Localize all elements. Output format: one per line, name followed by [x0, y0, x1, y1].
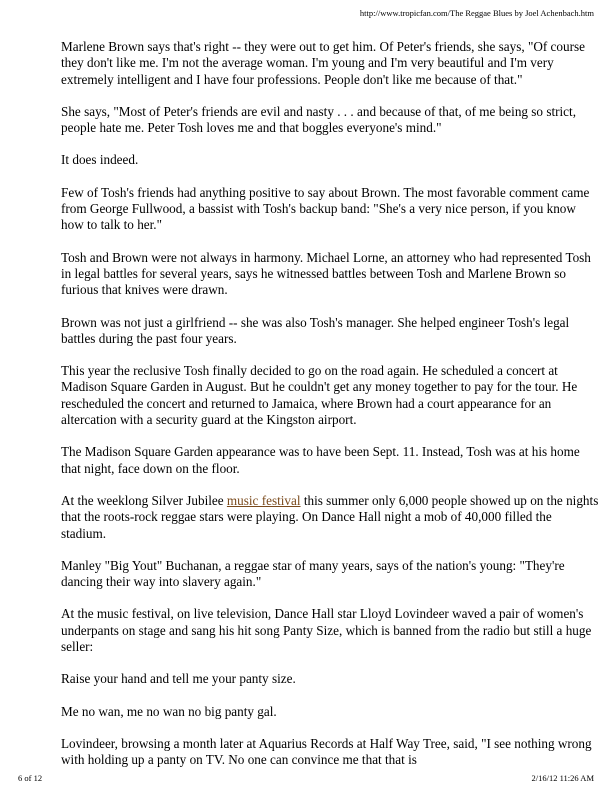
page-number: 6 of 12	[18, 773, 43, 783]
paragraph: Tosh and Brown were not always in harmony. Michael Lorne, an attorney who had represented Tosh in legal battles for several years, says he witnessed battles between Tosh and Marlene Brown so furious that knives were drawn.	[61, 249, 591, 298]
paragraph: This year the reclusive Tosh finally decided to go on the road again. He scheduled a concert at Madison Square Garden in August. But he couldn't get any money together to pay for the tour. He rescheduled the concert and returned to Jamaica, where Brown had a court appearance for an altercation with a security guard at the Kingston airport.	[61, 363, 578, 428]
page-url-header: http://www.tropicfan.com/The Reggae Blues by Joel Achenbach.htm	[359, 8, 594, 18]
article-body	[61, 39, 599, 785]
paragraph: Manley "Big Yout" Buchanan, a reggae star of many years, says of the nation's young: "They're dancing their way into slavery again."	[61, 557, 565, 590]
paragraph-text: At the weeklong Silver Jubilee	[61, 492, 227, 508]
music-festival-link[interactable]: music festival	[226, 492, 301, 508]
paragraph: The Madison Square Garden appearance was to have been Sept. 11. Instead, Tosh was at his home that night, face down on the floor.	[61, 444, 580, 476]
print-datetime: 2/16/12 11:26 AM	[531, 773, 594, 783]
paragraph-with-link	[61, 493, 599, 542]
paragraph: Brown was not just a girlfriend -- she was also Tosh's manager. She helped engineer Tosh's legal battles during the past four years.	[61, 314, 570, 346]
paragraph: Few of Tosh's friends had anything positive to say about Brown. The most favorable comment came from George Fullwood, a bassist with Tosh's backup band: "She's a very nice person, if you know how to talk to her."	[61, 184, 590, 233]
paragraph: It does indeed.	[61, 152, 139, 168]
lyric-line: Me no wan, me no wan no big panty gal.	[61, 703, 277, 719]
lyric-line: Raise your hand and tell me your panty size.	[61, 671, 296, 687]
paragraph-text: this summer only 6,000 people showed up on the nights that the roots-rock reggae stars were playing. On Dance Hall night a mob of 40,000 filled the stadium.	[61, 492, 599, 541]
paragraph: Marlene Brown says that's right -- they were out to get him. Of Peter's friends, she says, "Of course they don't like me. I'm not the average woman. I'm young and I'm very beautiful and I'm very extremely intelligent and I have four professions. People don't like me because of that."	[61, 39, 585, 87]
paragraph: At the music festival, on live television, Dance Hall star Lloyd Lovindeer waved a pair of women's underpants on stage and sang his hit song Panty Size, which is banned from the radio but still a huge seller:	[61, 606, 592, 655]
paragraph: She says, "Most of Peter's friends are evil and nasty . . . and because of that, of me being so strict, people hate me. Peter Tosh loves me and that boggles everyone's mind."	[61, 103, 576, 136]
paragraph: Lovindeer, browsing a month later at Aquarius Records at Half Way Tree, said, "I see nothing wrong with holding up a panty on TV. No one can convince me that that is	[61, 735, 592, 768]
